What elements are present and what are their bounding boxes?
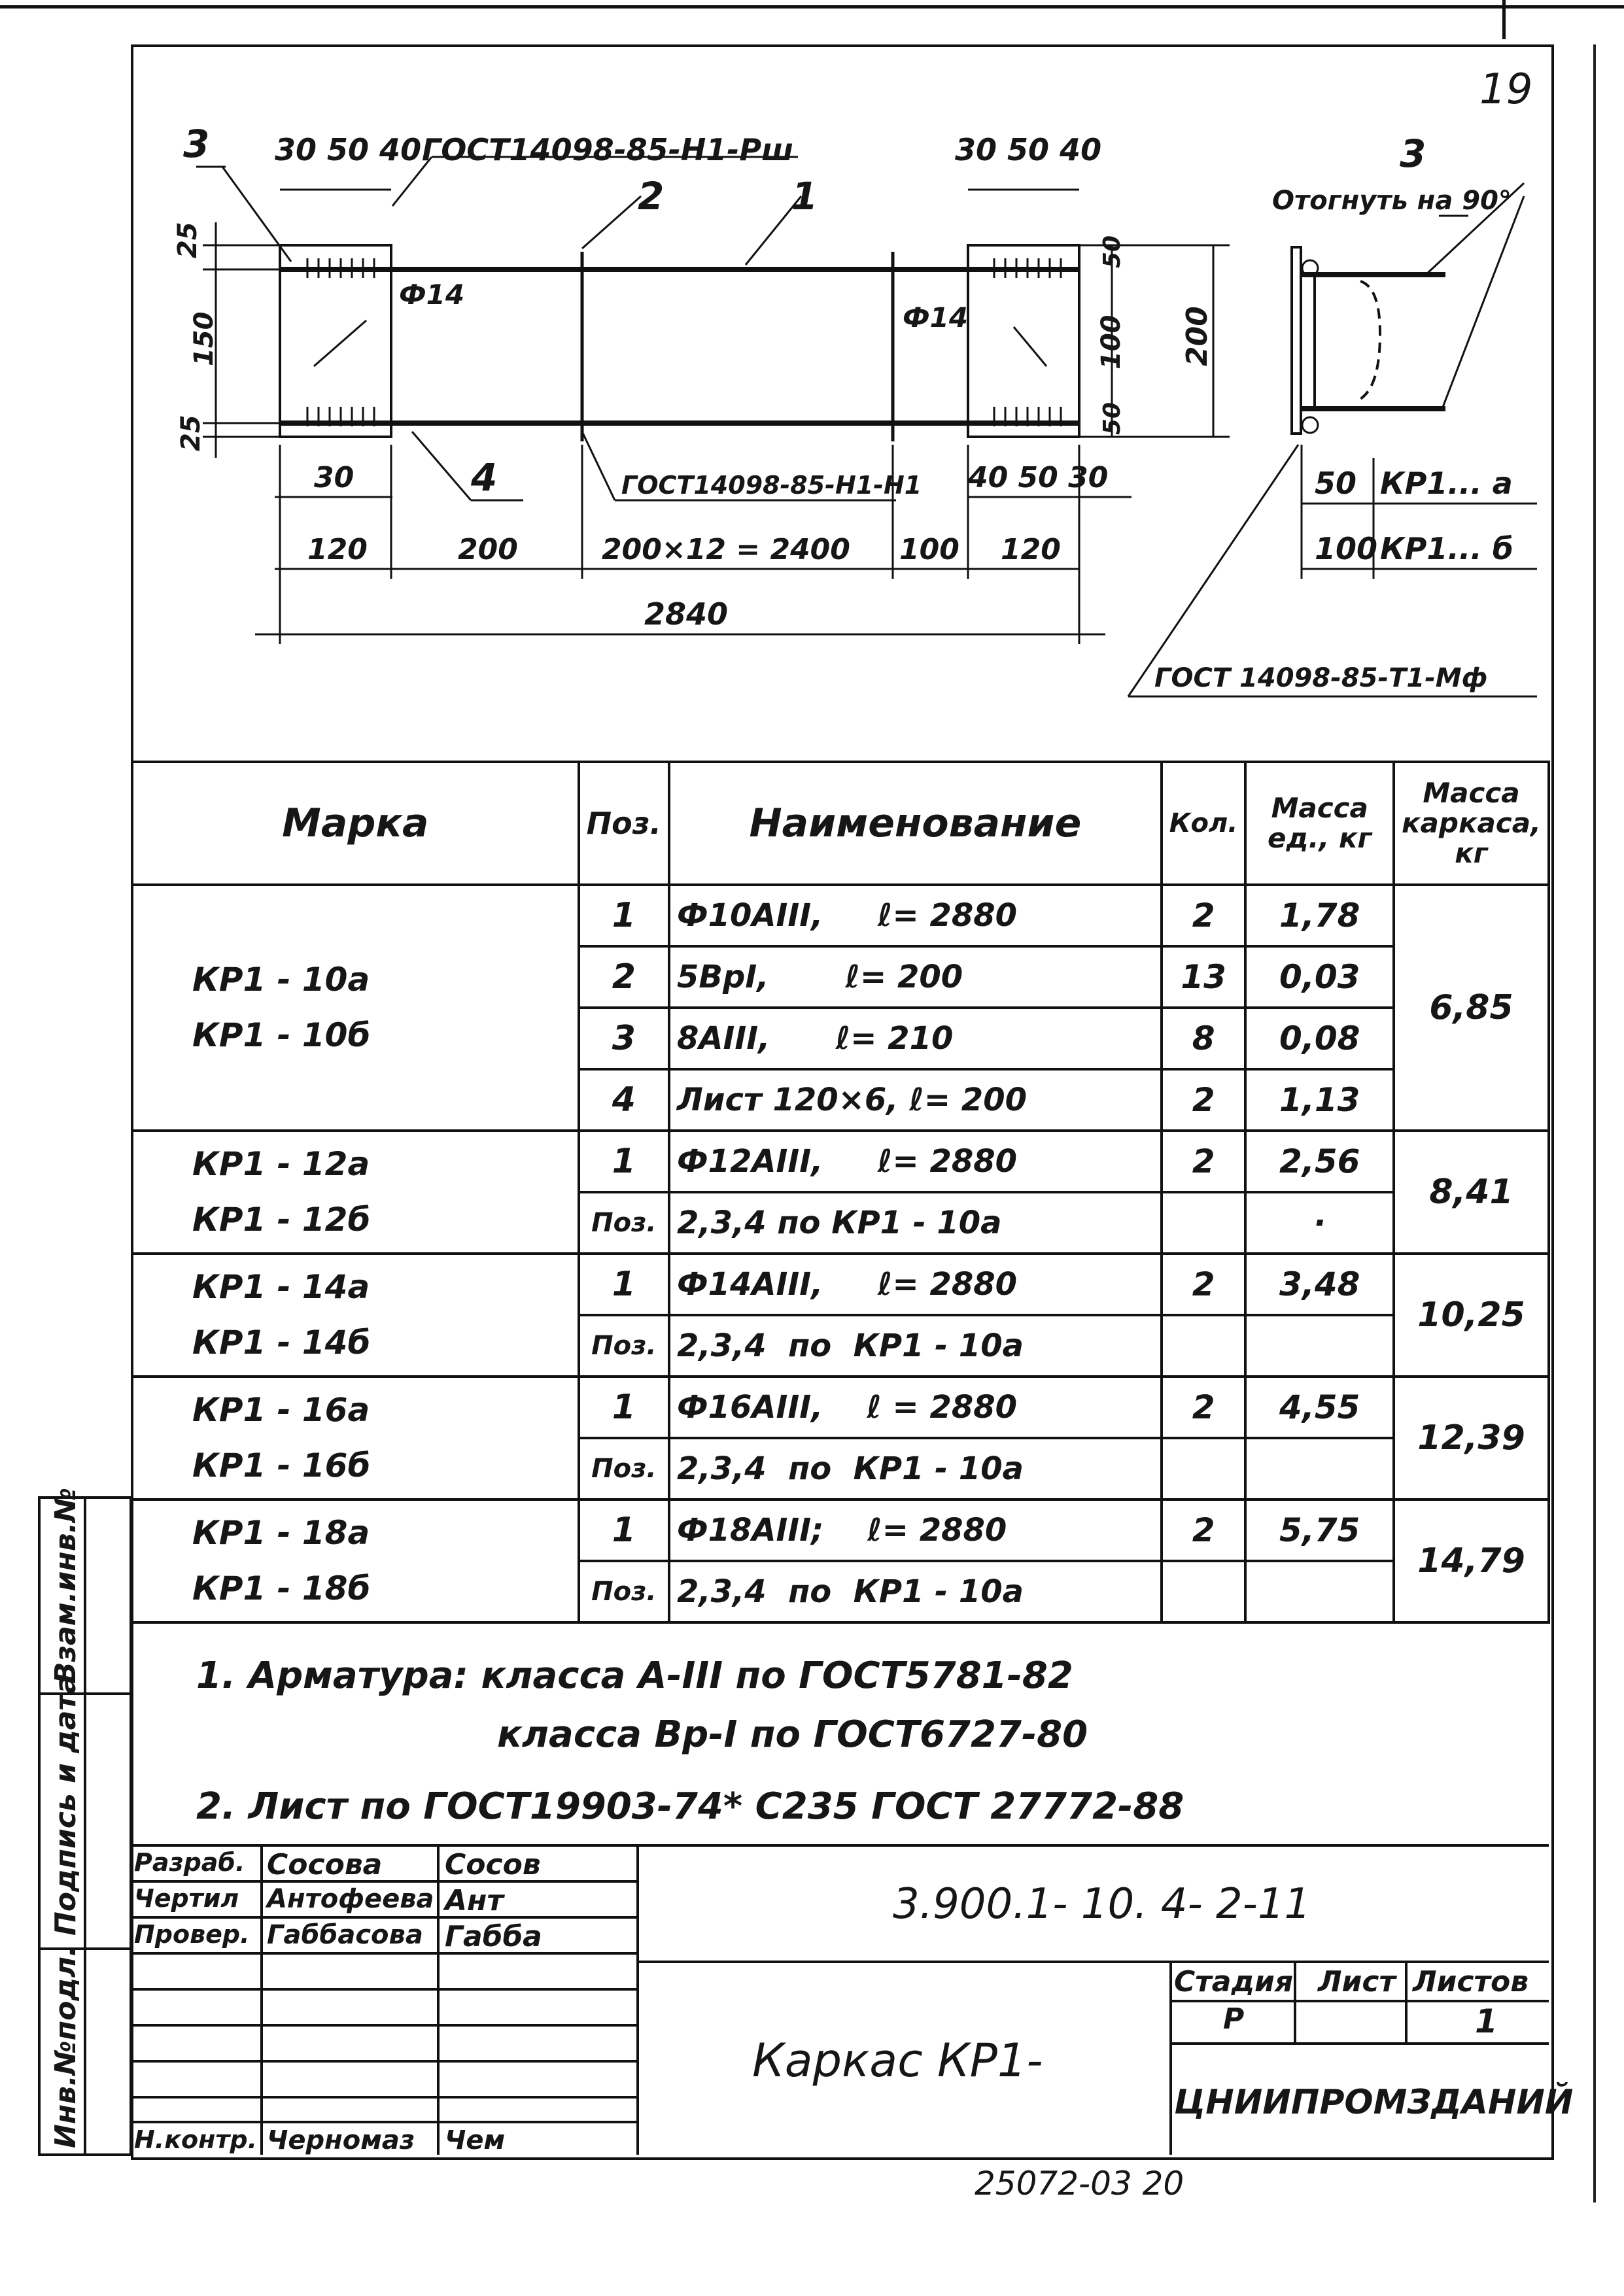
vdim-50b: 50 [1099, 402, 1126, 435]
stamp-role-4: Н.контр. [134, 2125, 258, 2154]
qty-cell: 8 [1162, 1008, 1246, 1069]
name-cell: Ф12АIII, ℓ= 2880 [669, 1131, 1162, 1192]
mass-unit-cell: 0,08 [1245, 1008, 1394, 1069]
header-name: Наименование [669, 762, 1162, 885]
sheet-header: Лист [1318, 1965, 1396, 1998]
bdim-left-30: 30 [314, 461, 354, 494]
qty-cell: 13 [1162, 946, 1246, 1008]
header-mass-unit: Масса ед., кг [1245, 762, 1394, 885]
stamp-name-3: Габбасова [267, 1920, 423, 1950]
stamp-sign-2: Ант [445, 1884, 504, 1917]
mass-unit-cell: 5,75 [1245, 1499, 1394, 1561]
side-note: Отогнуть на 90° [1272, 186, 1512, 216]
pos-label-3: 3 [183, 122, 210, 166]
pos-cell: 2 [579, 946, 669, 1008]
note-line-2: класса Вр-I по ГОСТ6727-80 [497, 1713, 1088, 1756]
mark-cell: КР1 - 14а КР1 - 14б [132, 1254, 579, 1377]
qty-cell: 2 [1162, 1069, 1246, 1131]
pos-cell: 1 [579, 1254, 669, 1315]
organization: ЦНИИПРОМЗДАНИЙ [1174, 2083, 1574, 2122]
gost-side: ГОСТ 14098-85-Т1-Мф [1154, 663, 1488, 693]
gost-top: ГОСТ14098-85-Н1-Рш [422, 132, 793, 167]
name-cell: 8АIII, ℓ= 210 [669, 1008, 1162, 1069]
mark-cell: КР1 - 16а КР1 - 16б [132, 1377, 579, 1499]
name-cell: 2,3,4 по КР1 - 10а [669, 1192, 1162, 1254]
bdim-right: 40 50 30 [968, 461, 1109, 494]
mass-unit-cell: 1,78 [1245, 885, 1394, 946]
mass-unit-cell: 0,03 [1245, 946, 1394, 1008]
name-cell: Ф16АIII, ℓ = 2880 [669, 1377, 1162, 1438]
frame-mass-cell: 14,79 [1394, 1499, 1549, 1622]
stamp-role-1: Разраб. [134, 1848, 245, 1877]
vdim-150: 150 [189, 311, 219, 366]
stamp-name-2: Антофеева [267, 1884, 434, 1914]
vdim-100: 100 [1096, 315, 1126, 369]
stamp-role-3: Провер. [134, 1920, 250, 1949]
pos-label-4: 4 [471, 455, 498, 500]
pos-cell: 3 [579, 1008, 669, 1069]
note-line-3: 2. Лист по ГОСТ19903-74* С235 ГОСТ 27772-88 [196, 1785, 1184, 1828]
mass-unit-cell: 4,55 [1245, 1377, 1394, 1438]
mark-cell: КР1 - 18а КР1 - 18б [132, 1499, 579, 1622]
pos-label-2: 2 [638, 174, 665, 218]
sheets-header: Листов [1413, 1965, 1529, 1998]
dim-mid: 200×12 = 2400 [602, 533, 850, 566]
dia-left: Ф14 [399, 279, 465, 311]
stamp-sign-3: Габба [445, 1920, 542, 1953]
name-cell: 2,3,4 по КР1 - 10а [669, 1561, 1162, 1622]
pos-cell: 4 [579, 1069, 669, 1131]
vdim-25a: 25 [173, 222, 203, 258]
note-line-1: 1. Арматура: класса А-III по ГОСТ5781-82 [196, 1654, 1073, 1697]
mass-unit-cell: 2,56 [1245, 1131, 1394, 1192]
side-dim2-val: 100 [1315, 531, 1378, 566]
dim-120a: 120 [307, 533, 368, 566]
pos-cell: 1 [579, 885, 669, 946]
pos-cell: 1 [579, 1377, 669, 1438]
dim-120b: 120 [1001, 533, 1061, 566]
pos-cell: 1 [579, 1499, 669, 1561]
top-dims-left: 30 50 40 [275, 132, 422, 167]
frame-mass-cell: 6,85 [1394, 885, 1549, 1131]
vdim-25b: 25 [176, 415, 206, 451]
stage-value: Р [1223, 2002, 1245, 2036]
frame-mass-cell: 8,41 [1394, 1131, 1549, 1254]
top-dims-right: 30 50 40 [955, 132, 1102, 167]
page-number: 19 [1479, 65, 1533, 114]
side-dim1-val: 50 [1315, 466, 1357, 501]
pos-label-1: 1 [791, 174, 818, 218]
pos-cell: Поз. [579, 1438, 669, 1499]
pos-cell: 1 [579, 1131, 669, 1192]
header-mass-frame: Масса каркаса, кг [1394, 762, 1549, 885]
drawing-title: Каркас КР1- [752, 2034, 1043, 2087]
gost-bottom: ГОСТ14098-85-Н1-Н1 [621, 471, 922, 500]
mass-unit-cell: · [1245, 1192, 1394, 1254]
side-pos-3: 3 [1400, 131, 1426, 176]
dim-total: 2840 [644, 596, 729, 632]
qty-cell: 2 [1162, 1131, 1246, 1192]
name-cell: 2,3,4 по КР1 - 10а [669, 1315, 1162, 1377]
qty-cell: 2 [1162, 885, 1246, 946]
name-cell: 5ВрI, ℓ= 200 [669, 946, 1162, 1008]
mark-cell: КР1 - 12а КР1 - 12б [132, 1131, 579, 1254]
stamp-name-4: Черномаз [267, 2125, 415, 2155]
header-pos: Поз. [579, 762, 669, 885]
side-stamp-inv-instead: Взам.инв.№ [49, 1487, 82, 1684]
header-qty: Кол. [1162, 762, 1246, 885]
qty-cell: 2 [1162, 1499, 1246, 1561]
mass-unit-cell: 1,13 [1245, 1069, 1394, 1131]
mass-unit-cell: 3,48 [1245, 1254, 1394, 1315]
pos-cell: Поз. [579, 1315, 669, 1377]
pos-cell: Поз. [579, 1561, 669, 1622]
sheets-value: 1 [1475, 2002, 1498, 2040]
name-cell: Лист 120×6, ℓ= 200 [669, 1069, 1162, 1131]
name-cell: 2,3,4 по КР1 - 10а [669, 1438, 1162, 1499]
name-cell: Ф14АIII, ℓ= 2880 [669, 1254, 1162, 1315]
dia-right: Ф14 [903, 301, 969, 334]
qty-cell: 2 [1162, 1254, 1246, 1315]
frame-mass-cell: 10,25 [1394, 1254, 1549, 1377]
name-cell: Ф18АIII; ℓ= 2880 [669, 1499, 1162, 1561]
stamp-sign-4: Чем [445, 2125, 506, 2155]
side-stamp-inv-orig: Инв.№подл. [49, 1945, 82, 2148]
mark-cell: КР1 - 10а КР1 - 10б [132, 885, 579, 1131]
vdim-50a: 50 [1099, 235, 1126, 268]
stage-header: Стадия [1174, 1965, 1294, 1998]
qty-cell: 2 [1162, 1377, 1246, 1438]
side-dim1-lbl: КР1... а [1380, 466, 1513, 501]
header-mark: Марка [132, 762, 579, 885]
vdim-200: 200 [1181, 306, 1214, 366]
stamp-role-2: Чертил [134, 1884, 239, 1913]
doc-code: 3.900.1- 10. 4- 2-11 [893, 1880, 1311, 1928]
pos-cell: Поз. [579, 1192, 669, 1254]
stamp-name-1: Сосова [267, 1848, 383, 1881]
stamp-sign-1: Сосов [445, 1848, 541, 1881]
dim-200: 200 [458, 533, 518, 566]
side-dim2-lbl: КР1... б [1380, 531, 1513, 566]
name-cell: Ф10АIII, ℓ= 2880 [669, 885, 1162, 946]
frame-mass-cell: 12,39 [1394, 1377, 1549, 1499]
bottom-code: 25072-03 20 [975, 2165, 1184, 2202]
dim-100: 100 [899, 533, 959, 566]
side-stamp-sign-date: Подпись и дата [49, 1674, 82, 1936]
